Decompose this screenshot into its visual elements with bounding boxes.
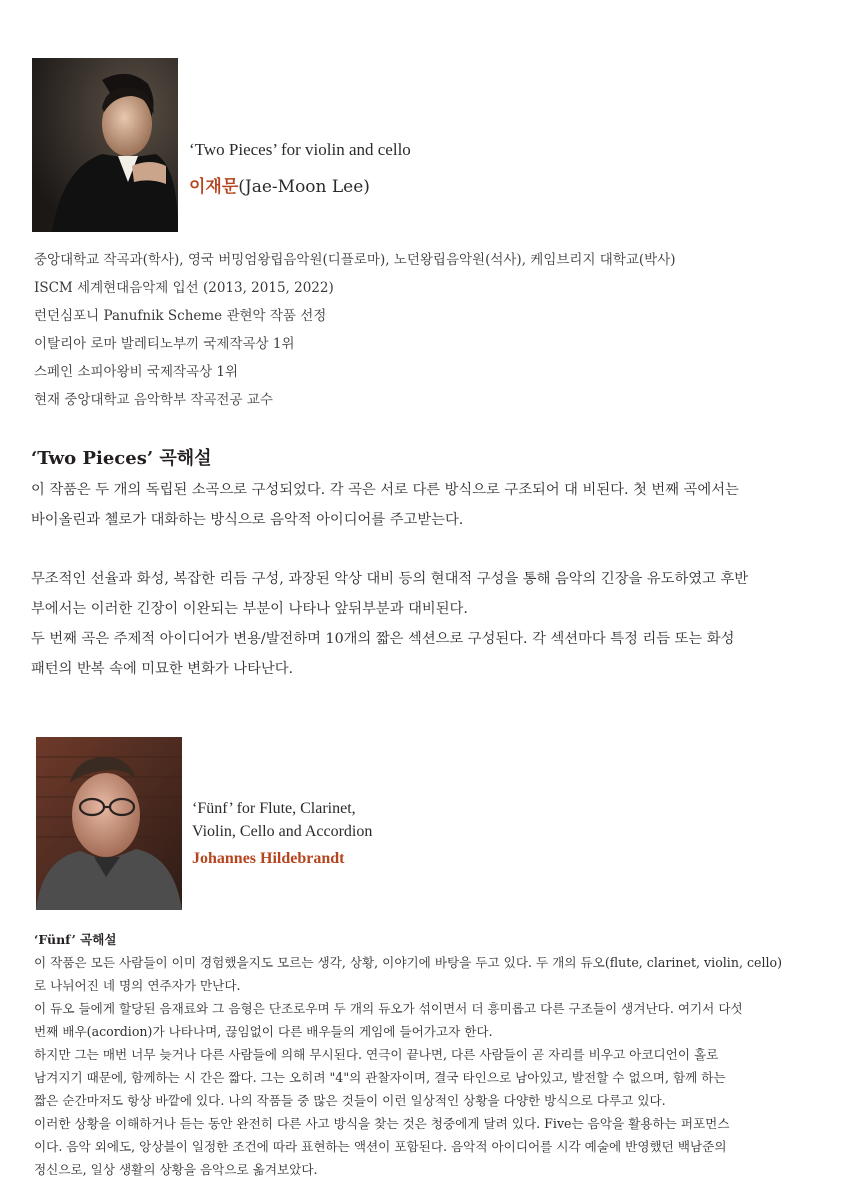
paragraph-line: 이다. 음악 외에도, 앙상블이 일정한 조건에 따라 표현하는 액션이 포함된다. 음악적 아이디어를 시각 예술에 반영했던 백남준의	[34, 1139, 727, 1154]
composer-photo-lee	[32, 58, 178, 232]
bio-line: 중앙대학교 작곡과(학사), 영국 버밍엄왕립음악원(디플로마), 노던왕립음악원(석사), 케임브리지 대학교(박사)	[34, 252, 676, 268]
bio-line: 스페인 소피아왕비 국제작곡상 1위	[34, 364, 239, 380]
work1-composer	[189, 172, 370, 197]
composer-name-korean: 이재문	[189, 177, 239, 197]
paragraph-line: 짧은 순간마저도 항상 바깥에 있다. 나의 작품들 중 많은 것들이 이런 일상적인 상황을 다양한 방식으로 다루고 있다.	[34, 1093, 666, 1108]
paragraph-line: 하지만 그는 매번 너무 늦거나 다른 사람들에 의해 무시된다. 연극이 끝나면, 다른 사람들이 곧 자리를 비우고 아코디언이 홀로	[34, 1047, 719, 1062]
composer-biography	[34, 246, 676, 414]
work2-composer: Johannes Hildebrandt	[192, 850, 345, 867]
work2-title	[192, 797, 372, 843]
work1-commentary-paragraph-2	[31, 564, 748, 684]
work1-commentary-paragraph-1	[31, 475, 739, 535]
bio-line: ISCM 세계현대음악제 입선 (2013, 2015, 2022)	[34, 280, 334, 296]
paragraph-line: 정신으로, 일상 생활의 상황을 음악으로 옮겨보았다.	[34, 1162, 318, 1177]
paragraph-line: 로 나뉘어진 네 명의 연주자가 만난다.	[34, 978, 241, 993]
paragraph-line: 이 작품은 두 개의 독립된 소곡으로 구성되었다. 각 곡은 서로 다른 방식으로 구조되어 대 비된다. 첫 번째 곡에서는	[31, 482, 739, 498]
bio-line: 런던심포니 Panufnik Scheme 관현악 작품 선정	[34, 308, 327, 324]
composer-photo-hildebrandt	[36, 737, 182, 910]
bio-line: 현재 중앙대학교 음악학부 작곡전공 교수	[34, 392, 273, 408]
paragraph-line: 이 작품은 모든 사람들이 이미 경험했을지도 모르는 생각, 상황, 이야기에 바탕을 두고 있다. 두 개의 듀오(flute, clarinet, violin, cello)	[34, 955, 783, 970]
paragraph-line: 패턴의 반복 속에 미묘한 변화가 나타난다.	[31, 661, 294, 677]
work1-title: ‘Two Pieces’ for violin and cello	[189, 140, 411, 159]
paragraph-line: 무조적인 선율과 화성, 복잡한 리듬 구성, 과장된 악상 대비 등의 현대적 구성을 통해 음악의 긴장을 유도하였고 후반	[31, 571, 749, 587]
paragraph-line: 번째 배우(acordion)가 나타나며, 끊임없이 다른 배우들의 게임에 들어가고자 한다.	[34, 1024, 493, 1039]
paragraph-line: 남겨지기 때문에, 함께하는 시 간은 짧다. 그는 오히려 "4"의 관찰자이며, 결국 타인으로 남아있고, 발전할 수 없으며, 함께 하는	[34, 1070, 726, 1085]
portrait-image	[32, 58, 178, 232]
portrait-image	[36, 737, 182, 910]
paragraph-line: 바이올린과 첼로가 대화하는 방식으로 음악적 아이디어를 주고받는다.	[31, 512, 464, 528]
bio-line: 이탈리아 로마 발레티노부끼 국제작곡상 1위	[34, 336, 295, 352]
work1-commentary-heading: ‘Two Pieces’ 곡해설	[31, 448, 212, 469]
work2-title-line: ‘Fünf’ for Flute, Clarinet,	[192, 800, 356, 817]
paragraph-line: 부에서는 이러한 긴장이 이완되는 부분이 나타나 앞뒤부분과 대비된다.	[31, 601, 468, 617]
work2-commentary-paragraph	[34, 951, 782, 1181]
composer-name-english: (Jae-Moon Lee)	[238, 177, 370, 197]
work2-commentary-heading: ‘Fünf’ 곡해설	[34, 932, 117, 947]
work2-title-line: Violin, Cello and Accordion	[192, 823, 373, 840]
paragraph-line: 두 번째 곡은 주제적 아이디어가 변용/발전하며 10개의 짧은 섹션으로 구성된다. 각 섹션마다 특정 리듬 또는 화성	[31, 631, 735, 647]
paragraph-line: 이 듀오 들에게 할당된 음재료와 그 음형은 단조로우며 두 개의 듀오가 섞이면서 더 흥미롭고 다른 구조들이 생겨난다. 여기서 다섯	[34, 1001, 743, 1016]
paragraph-line: 이러한 상황을 이해하거나 듣는 동안 완전히 다른 사고 방식을 찾는 것은 청중에게 달려 있다. Five는 음악을 활용하는 퍼포먼스	[34, 1116, 730, 1131]
